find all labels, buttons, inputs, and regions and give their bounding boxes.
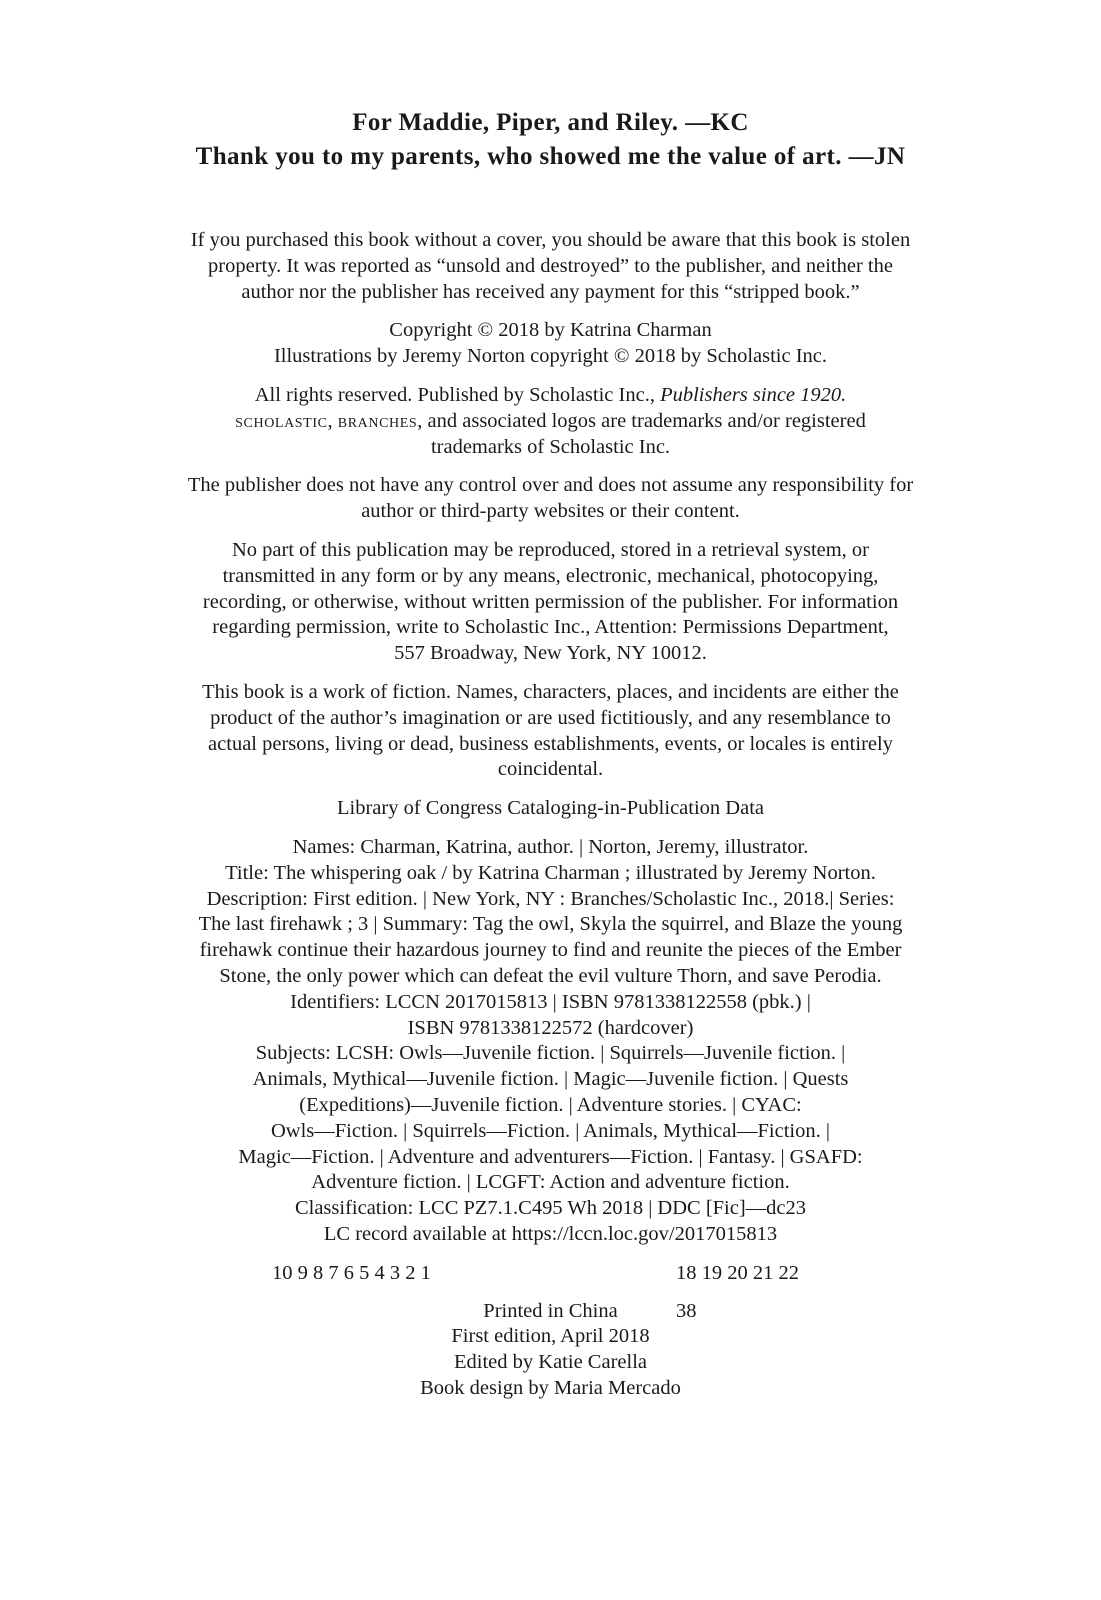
copyright-body — [110, 228, 991, 1402]
publisher-tagline: Publishers since 1920. — [660, 383, 847, 406]
publisher-disclaimer: The publisher does not have any control over and does not assume any responsibility for author or third-party websites or their content. — [187, 474, 914, 523]
dedication-line-kc: For Maddie, Piper, and Riley. —KC — [352, 109, 749, 136]
stripped-book-notice: If you purchased this book without a cover, you should be aware that this book is stolen property. It was reported as “unsold and destroyed” to the publisher, and neither the author nor the publisher has received any payment for this “stripped book.” — [190, 229, 911, 303]
printed-in: Printed in China — [483, 1299, 618, 1322]
editor-credit: Edited by Katie Carella — [454, 1351, 647, 1374]
cip-heading: Library of Congress Cataloging-in-Publication Data — [337, 797, 764, 820]
fiction-notice: This book is a work of fiction. Names, characters, places, and incidents are either the product of the author’s imagination or are used fictitiously, and any resemblance to actual persons, living or dead, business establishments, events, or locales is entirely coincidental. — [202, 680, 899, 781]
trademark-branches: branches — [337, 409, 418, 432]
cip-data: Names: Charman, Katrina, author. | Norton, Jeremy, illustrator. Title: The whispering oak / by Katrina Charman ; illustrated by Jeremy Norton. Description: First edition. | New York, NY : Branches/Scholastic Inc., 2018.| Series: The last firehawk ; 3 | Summary: Tag the owl, Skyla the squirrel, and Blaze the young firehawk continue their hazardous journey to find and reunite the pieces of the Ember Stone, the only power which can defeat the evil vulture Thorn, and save Perodia. Identifiers: LCCN 2017015813 | ISBN 9781338122558 (pbk.) | ISBN 9781338122572 (hardcover) Subjects: LCSH: Owls—Juvenile fiction. | Squirrels—Juvenile fiction. | Animals, Mythical—Juvenile fiction. | Magic—Juvenile fiction. | Quests (Expeditions)—Juvenile fiction. | Adventure stories. | CYAC: Owls—Fiction. | Squirrels—Fiction. | Animals, Mythical—Fiction. | Magic—Fiction. | Adventure and adventurers—Fiction. | Fantasy. | GSAFD: Adventure fiction. | LCGFT: Action and adventure fiction. Classification: LCC PZ7.1.C495 Wh 2018 | DDC [Fic]—dc23 LC record available at https://lccn.loc.gov/2017015813 — [198, 835, 903, 1245]
trademark-scholastic: scholastic — [235, 409, 328, 432]
print-line — [110, 1261, 991, 1287]
dedication-line-jn: Thank you to my parents, who showed me the value of art. —JN — [195, 143, 906, 170]
impression-numbers: 10 9 8 7 6 5 4 3 2 1 — [272, 1261, 431, 1284]
copyright-notice: Copyright © 2018 by Katrina Charman Illustrations by Jeremy Norton copyright © 2018 by Scholastic Inc. — [273, 319, 828, 368]
printing-details — [110, 1299, 991, 1402]
edition: First edition, April 2018 — [451, 1325, 650, 1348]
permissions-notice: No part of this publication may be reproduced, stored in a retrieval system, or transmitted in any form or by any means, electronic, mechanical, photocopying, recording, or otherwise, without written permission of the publisher. For information regarding permission, write to Scholastic Inc., Attention: Permissions Department, 557 Broadway, New York, NY 10012. — [202, 538, 899, 665]
dedication — [0, 106, 1101, 174]
year-numbers: 18 19 20 21 22 — [676, 1261, 799, 1284]
rights-notice: All rights reserved. Published by Scholastic Inc., Publishers since 1920. scholastic, branches, and associated logos are trademarks and/or registered trademarks of Scholastic Inc. — [235, 383, 866, 458]
designer-credit: Book design by Maria Mercado — [420, 1377, 681, 1400]
printer-code: 38 — [676, 1299, 697, 1322]
